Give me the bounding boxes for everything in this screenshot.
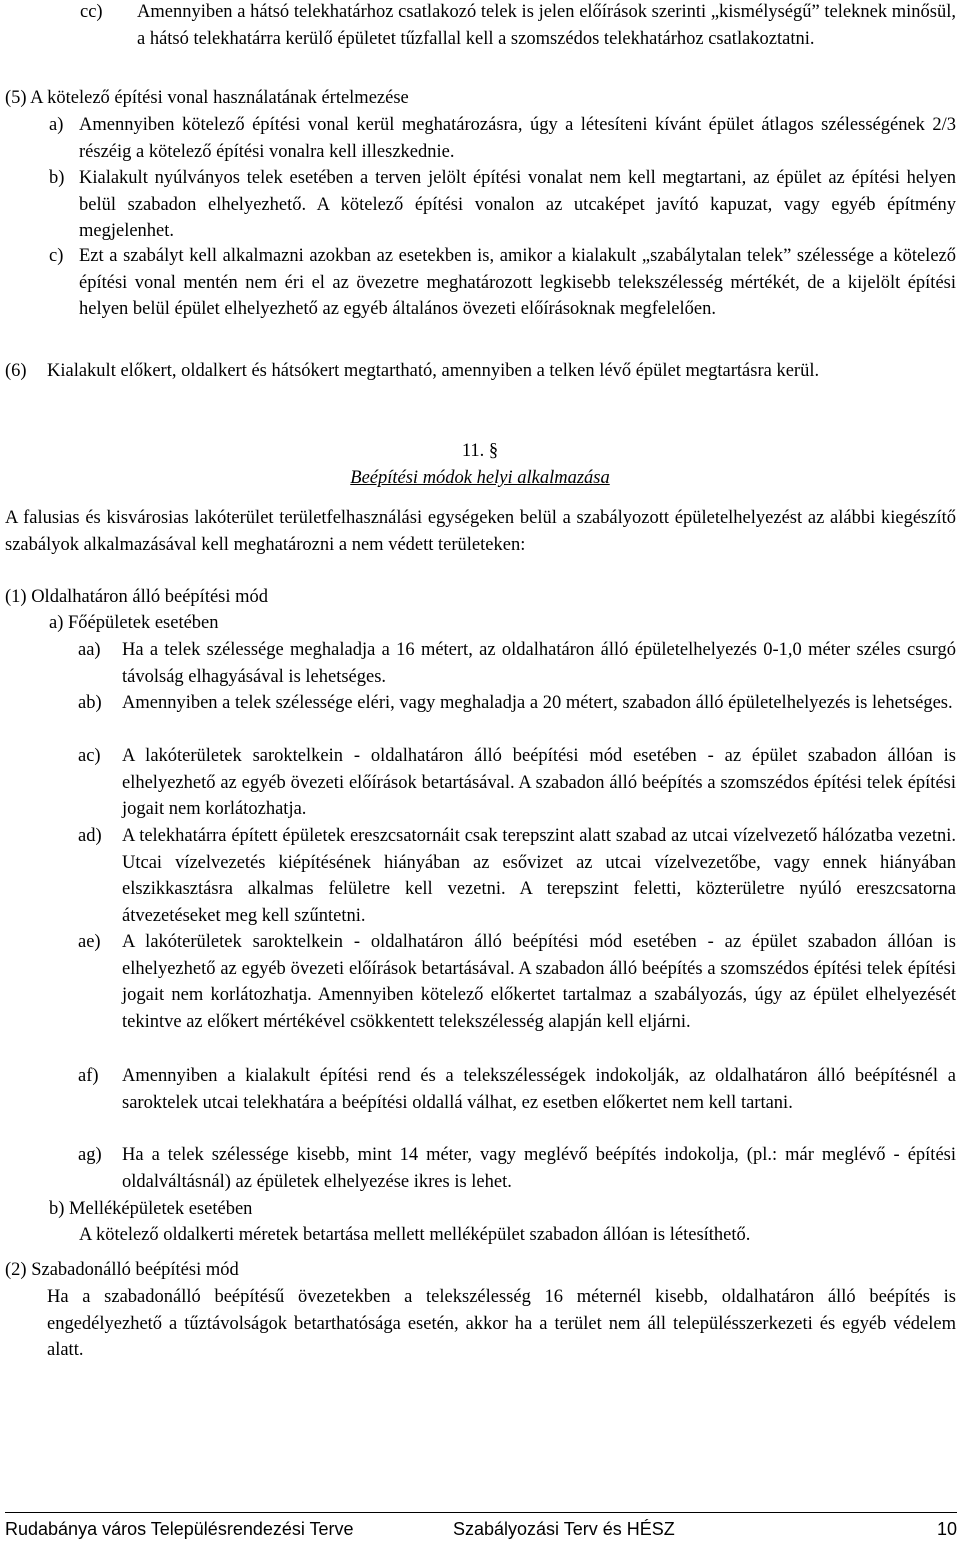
section-title: Beépítési módok helyi alkalmazása — [350, 468, 610, 488]
item-ac — [78, 743, 956, 823]
paragraph-6 — [5, 358, 956, 385]
item-label: cc) — [80, 2, 103, 22]
subsection-1b-heading: b) Melléképületek esetében — [49, 1199, 253, 1219]
subsection-1a-heading: a) Főépületek esetében — [49, 613, 219, 633]
item-text: Kialakult nyúlványos telek esetében a terven jelölt építési vonalat nem kell megtartani, az épület az építési helyen belül szabadon elhelyezhető. A kötelező építési vonalon az utcaképet javító kapuzat, vagy egyéb építmény megjelenhet. — [79, 168, 956, 241]
section-number: 11. § — [461, 441, 499, 461]
item-text: Amennyiben a hátsó telekhatárhoz csatlakozó telek is jelen előírások szerinti „kismélységű” teleknek minősül, a hátsó telekhatárra kerülő épületet tűzfallal kell a szomszédos telekhatárhoz csatlakoztatni. — [137, 2, 956, 49]
page-footer — [5, 1512, 957, 1539]
item-text: Amennyiben a kialakult építési rend és a telekszélességek indokolják, az oldalhatáron álló beépítésnél a saroktelek utcai telekhatára a beépítési oldallá válhat, ez esetben előkertet nem kell tartani. — [122, 1066, 956, 1113]
item-5c — [49, 243, 956, 323]
subsection-2-text: Ha a szabadonálló beépítésű övezetekben a telekszélesség 16 méternél kisebb, oldalhatáron álló beépítés is engedélyezhető a tűztávolságok betarthatósága esetén, akkor ha a terület nem áll településszerkezeti és egyéb védelem alatt. — [47, 1287, 956, 1360]
item-label: ab) — [78, 693, 102, 713]
page-number: 10 — [936, 1519, 957, 1539]
item-label: ag) — [78, 1145, 102, 1165]
subsection-2-heading: (2) Szabadonálló beépítési mód — [5, 1260, 239, 1280]
item-label: (6) — [5, 361, 27, 381]
footer-document-title: Rudabánya város Településrendezési Terve — [5, 1519, 354, 1539]
item-ab — [78, 690, 956, 717]
item-label: ae) — [78, 932, 101, 952]
item-label: af) — [78, 1066, 99, 1086]
item-label: aa) — [78, 640, 101, 660]
item-text: A telekhatárra épített épületek ereszcsatornáit csak terepszint alatt szabad az utcai vízelvezető hálózatba vezetni. Utcai vízelvezetés kiépítésének hiányában az esővizet az utcai vízelvezetőbe, vagy ennek hiányában elszikkasztásra alkalmas felületre kell vezetni. A terepszint feletti, közterületre nyúló ereszcsatorna átvezetéseket meg kell szűntetni. — [122, 826, 956, 926]
footer-section-title: Szabályozási Terv és HÉSZ — [453, 1519, 675, 1539]
item-label: ad) — [78, 826, 102, 846]
section-5-heading: (5) A kötelező építési vonal használatának értelmezése — [5, 88, 409, 108]
subsection-1b-text: A kötelező oldalkerti méretek betartása mellett melléképület szabadon állóan is létesíthető. — [79, 1225, 751, 1245]
intro-paragraph: A falusias és kisvárosias lakóterület területfelhasználási egységeken belül a szabályozott épületelhelyezést az alábbi kiegészítő szabályok alkalmazásával kell meghatározni a nem védett területeken: — [5, 508, 956, 555]
item-text: Amennyiben kötelező építési vonal kerül meghatározásra, úgy a létesíteni kívánt épület átlagos szélességének 2/3 részéig a kötelező építési vonalra kell illeszkednie. — [79, 115, 956, 162]
item-aa — [78, 637, 956, 690]
item-ag — [78, 1142, 956, 1195]
item-5a — [49, 112, 956, 165]
item-text: Amennyiben a telek szélessége eléri, vagy meghaladja a 20 métert, szabadon álló épületelhelyezés is lehetséges. — [122, 693, 953, 713]
item-ad — [78, 823, 956, 929]
item-text: Ha a telek szélessége kisebb, mint 14 méter, vagy meglévő beépítés indokolja, (pl.: már meglévő - építési oldalváltásnál) az épületek elhelyezése ikres is lehet. — [122, 1145, 956, 1192]
item-text: Kialakult előkert, oldalkert és hátsókert megtartható, amennyiben a telken lévő épület megtartásra kerül. — [47, 361, 820, 381]
item-af — [78, 1063, 956, 1116]
item-text: A lakóterületek saroktelkein - oldalhatáron álló beépítési mód esetében - az épület szabadon állóan is elhelyezhető az egyéb övezeti előírások betartásával. A szabadon álló beépítés a szomszédos építési telek építési jogait nem korlátozhatja. Amennyiben kötelező előkertet tartalmaz a szabályozás, úgy az épület elhelyezését tekintve az előkert mértékével csökkentett telekszélesség alapján kell eljárni. — [122, 932, 956, 1032]
item-label: ac) — [78, 746, 101, 766]
item-text: A lakóterületek saroktelkein - oldalhatáron álló beépítési mód esetében - az épület szabadon állóan is elhelyezhető az egyéb övezeti előírások betartásával. A szabadon álló beépítés a szomszédos építési telek építési jogait nem korlátozhatja. — [122, 746, 956, 819]
subsection-1-heading: (1) Oldalhatáron álló beépítési mód — [5, 587, 269, 607]
item-label: c) — [49, 246, 64, 266]
item-label: b) — [49, 168, 65, 188]
item-ae — [78, 929, 956, 1035]
item-text: Ha a telek szélessége meghaladja a 16 métert, az oldalhatáron álló épületelhelyezés 0-1,0 méter széles csurgó távolság elhagyásával is lehetséges. — [122, 640, 956, 687]
item-5b — [49, 165, 956, 245]
item-text: Ezt a szabályt kell alkalmazni azokban az esetekben is, amikor a kialakult „szabálytalan telek” szélessége a kötelező építési vonal mentén nem éri el az övezetre meghatározott legkisebb telekszélesség mértékét, de a kijelölt építési helyen belül épület elhelyezhető az egyéb általános övezeti előírásoknak megfelelően. — [79, 246, 956, 319]
item-label: a) — [49, 115, 64, 135]
item-cc — [80, 0, 956, 52]
